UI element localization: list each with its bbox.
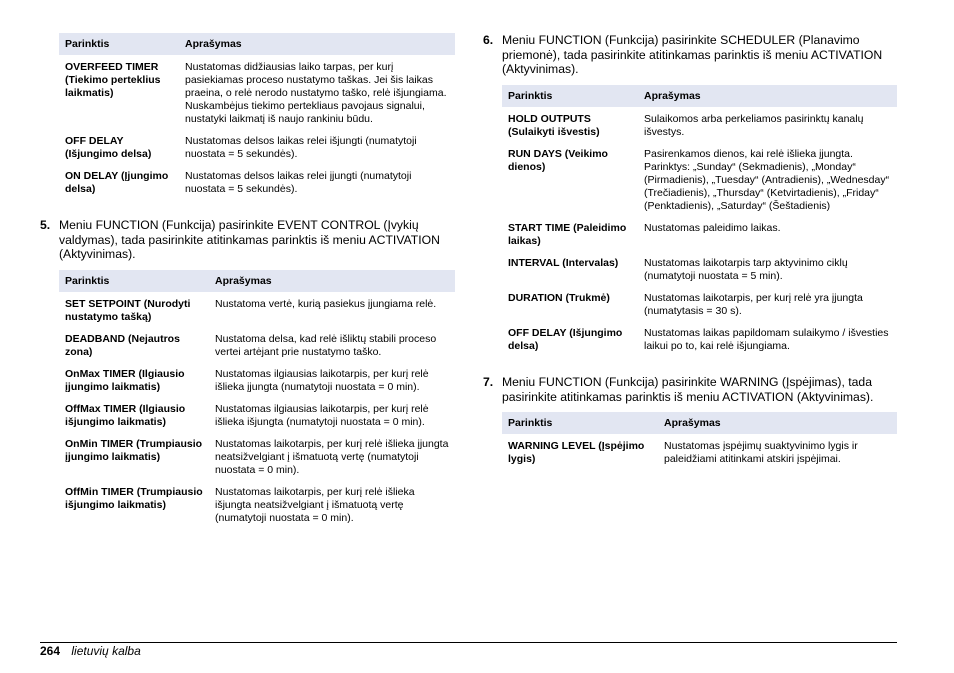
table-row [59,480,455,528]
option-name: RUN DAYS (Veikimo dienos) [508,148,608,173]
step-number: 7. [483,375,494,389]
step-5 [40,218,455,262]
option-name: WARNING LEVEL (Įspėjimo lygis) [508,440,645,465]
scheduler-options-table [502,85,897,356]
option-description: Nustatoma delsa, kad relė išliktų stabili proceso vertei artėjant prie nustatymo taško. [215,333,437,358]
table-row [59,327,455,362]
option-description: Nustatomas delsos laikas relei įjungti (numatytoji nuostata = 5 sekundės). [185,170,412,195]
step-text: Meniu FUNCTION (Funkcija) pasirinkite SCHEDULER (Planavimo priemonė), tada pasirinkite atitinkamas parinktis iš meniu ACTIVATION (Aktyvinimas). [502,33,883,76]
option-description: Nustatomas įspėjimų suaktyvinimo lygis ir paleidžiami atitinkami atskiri įspėjimai. [664,440,858,465]
table-row [59,129,455,164]
option-name: HOLD OUTPUTS (Sulaikyti išvestis) [508,113,600,138]
step-text: Meniu FUNCTION (Funkcija) pasirinkite WARNING (Įspėjimas), tada pasirinkite atitinkamas parinktis iš meniu ACTIVATION (Aktyvinimas). [502,375,874,404]
option-description: Sulaikomos arba perkeliamos pasirinktų kanalų išvestys. [644,113,864,138]
table-row [502,216,897,251]
option-description: Nustatomas delsos laikas relei išjungti (numatytoji nuostata = 5 sekundės). [185,135,417,160]
footer-language: lietuvių kalba [71,644,141,658]
option-name: OFF DELAY (Išjungimo delsa) [65,135,152,160]
option-name: OVERFEED TIMER (Tiekimo perteklius laikmatis) [65,61,161,99]
step-number: 6. [483,33,494,47]
page-number: 264 [40,644,61,658]
option-name: OffMax TIMER (Ilgiausio išjungimo laikmatis) [65,403,186,428]
step-7 [483,375,902,404]
option-description: Nustatomas laikotarpis tarp aktyvinimo ciklų (numatytoji nuostata = 5 min). [644,257,848,282]
option-description: Nustatomas laikotarpis, per kurį relė išlieka įjungta neatsižvelgiant į išmatuotą vertę (numatytoji nuostata = 0 min). [215,438,449,476]
table-row [59,397,455,432]
step-text: Meniu FUNCTION (Funkcija) pasirinkite EVENT CONTROL (Įvykių valdymas), tada pasirinkite atitinkamas parinktis iš meniu ACTIVATION (Aktyvinimas). [59,218,440,261]
table-row [502,321,897,356]
column-header-description: Aprašymas [638,85,897,107]
option-name: ON DELAY (Įjungimo delsa) [65,170,169,195]
option-name: START TIME (Paleidimo laikas) [508,222,627,247]
event-control-options-table [59,270,455,528]
table-row [502,286,897,321]
option-description: Nustatomas laikotarpis, per kurį relė išlieka išjungta neatsižvelgiant į išmatuotą vertę (numatytoji nuostata = 0 min). [215,486,415,524]
column-header-description: Aprašymas [179,33,455,55]
option-name: OnMin TIMER (Trumpiausio įjungimo laikmatis) [65,438,203,463]
column-header-option: Parinktis [502,85,638,107]
footer-divider [40,642,897,643]
column-header-description: Aprašymas [209,270,455,292]
table-row [502,107,897,142]
table-row [59,432,455,480]
option-description: Nustatomas ilgiausias laikotarpis, per kurį relė išlieka išjungta (numatytoji nuostata = 0 min). [215,403,429,428]
column-header-option: Parinktis [59,270,209,292]
option-description: Pasirenkamos dienos, kai relė išlieka įjungta. Parinktys: „Sunday“ (Sekmadienis), „Monday“ (Pirmadienis), „Tuesday“ (Antradienis), „Wednesday“ (Trečiadienis), „Thursday“ (Ketvirtadienis), „Friday“ (Penktadienis), „Saturday“ (Šeštadienis) [644,148,890,212]
page-footer [40,644,141,658]
column-header-option: Parinktis [59,33,179,55]
table-row [59,164,455,199]
column-header-option: Parinktis [502,412,658,434]
option-description: Nustatoma vertė, kurią pasiekus įjungiama relė. [215,298,437,310]
option-description: Nustatomas didžiausias laiko tarpas, per kurį pasiekiamas proceso nustatymo taškas. Jei šis laikas praeina, o relė nerodo nustatymo taško, relė išjungiama. Nuskambėjus tiekimo pertekliaus pavojaus signalui, nustatyki laikmatį iš naujo rankiniu būdu. [185,61,447,125]
option-name: SET SETPOINT (Nurodyti nustatymo tašką) [65,298,191,323]
option-description: Nustatomas laikotarpis, per kurį relė yra įjungta (numatytasis = 30 s). [644,292,863,317]
option-name: INTERVAL (Intervalas) [508,257,619,269]
table-row [502,142,897,216]
step-6 [483,33,887,77]
table-row [502,251,897,286]
option-name: OFF DELAY (Išjungimo delsa) [508,327,623,352]
step-number: 5. [40,218,51,232]
option-description: Nustatomas laikas papildomam sulaikymo / išvesties laikui po to, kai relė išjungiama. [644,327,889,352]
column-header-description: Aprašymas [658,412,897,434]
table-row [59,292,455,327]
table-row [502,434,897,469]
option-description: Nustatomas ilgiausias laikotarpis, per kurį relė išlieka įjungta (numatytoji nuostata = 0 min). [215,368,429,393]
warning-options-table [502,412,897,469]
option-name: OffMin TIMER (Trumpiausio išjungimo laikmatis) [65,486,203,511]
option-description: Nustatomas paleidimo laikas. [644,222,781,234]
option-name: OnMax TIMER (Ilgiausio įjungimo laikmatis) [65,368,185,393]
option-name: DEADBAND (Nejautros zona) [65,333,180,358]
table-row [59,55,455,129]
overfeed-options-table [59,33,455,199]
table-row [59,362,455,397]
option-name: DURATION (Trukmė) [508,292,610,304]
